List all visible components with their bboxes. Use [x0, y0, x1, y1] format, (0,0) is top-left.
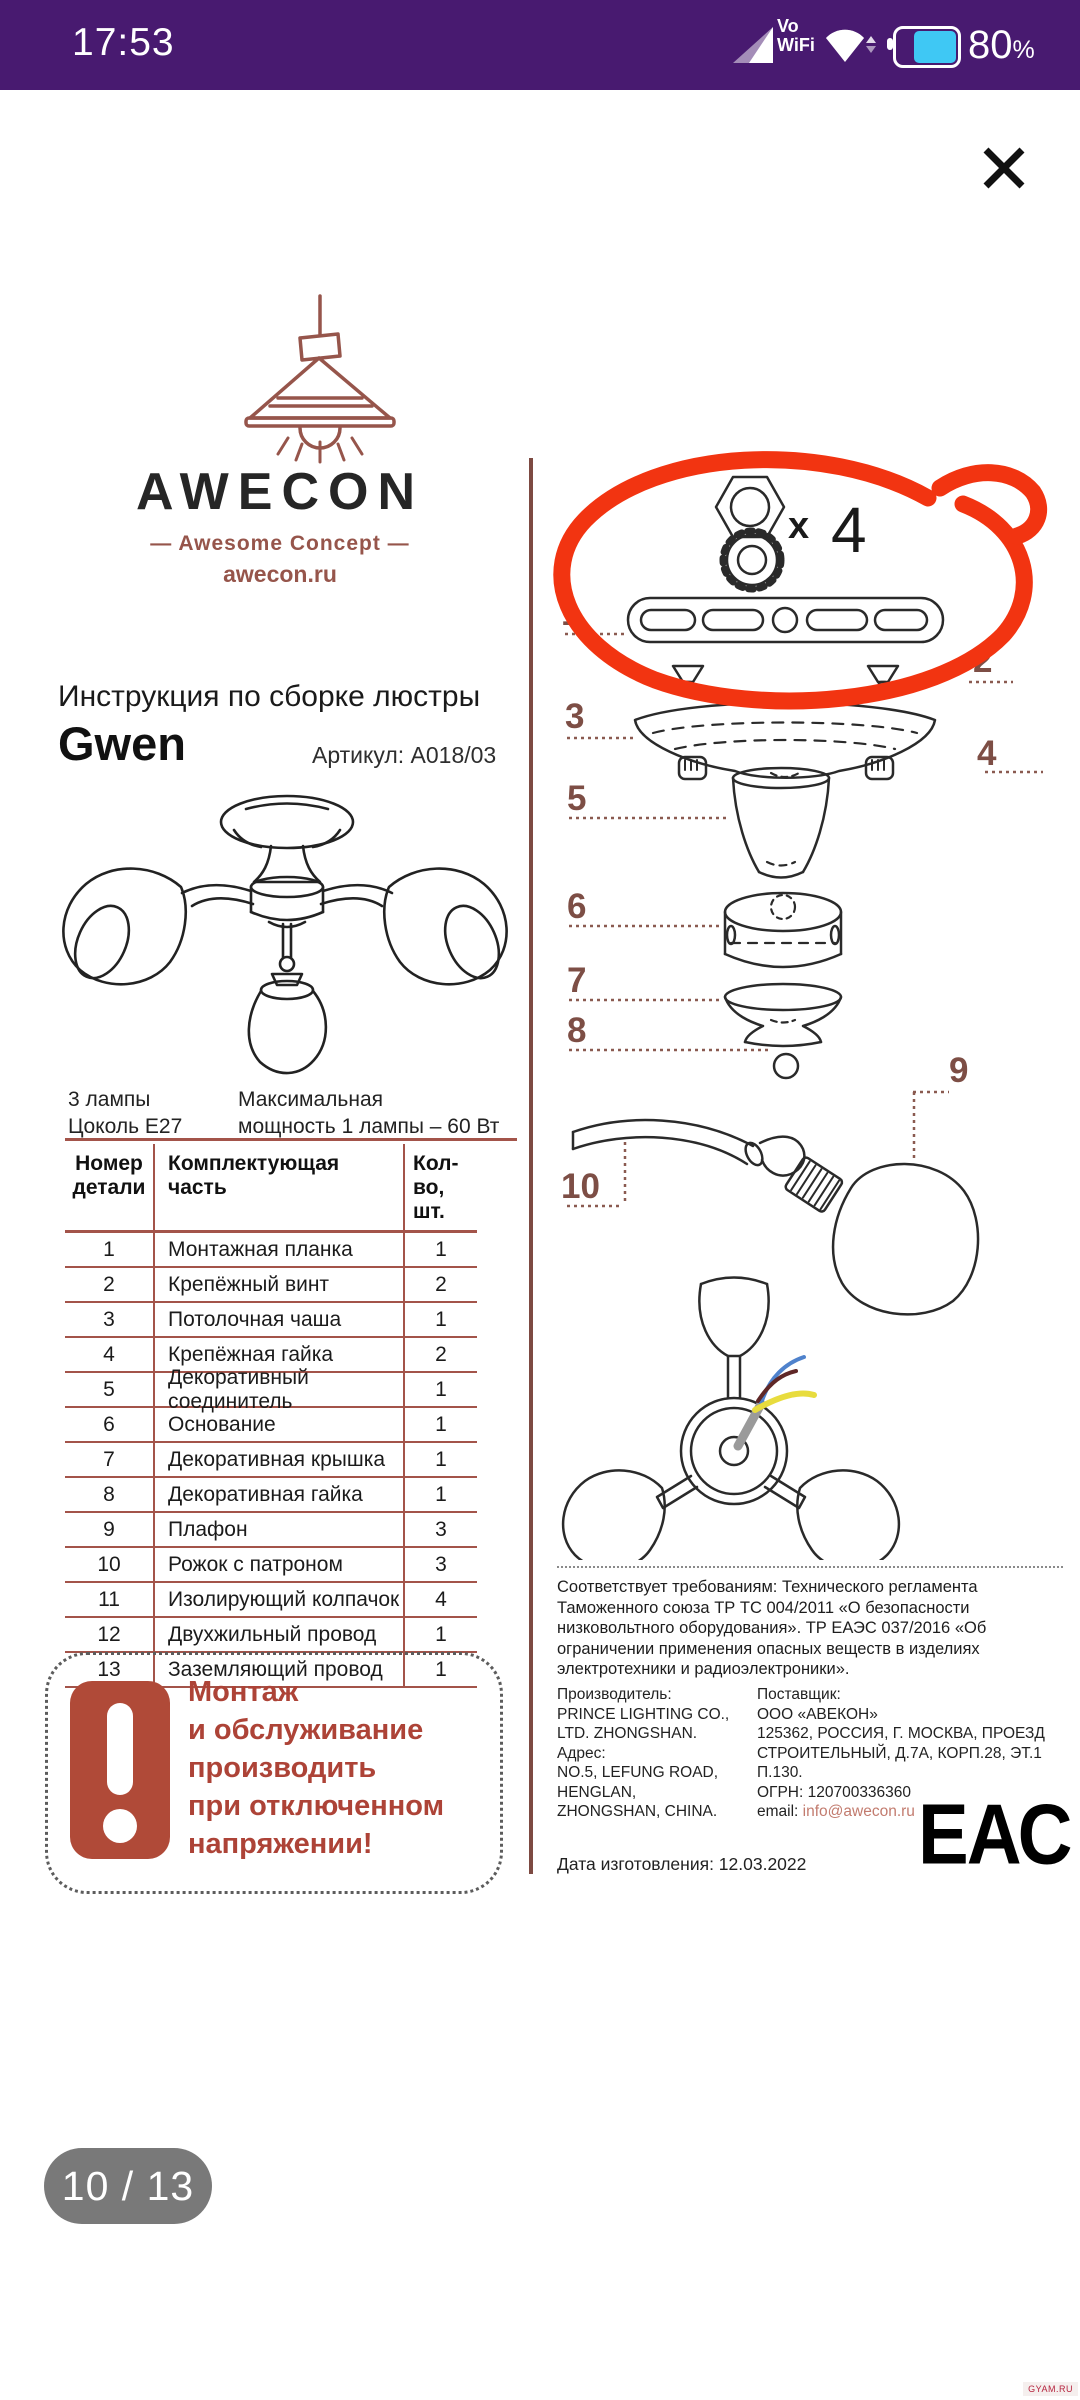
manufacture-date: Дата изготовления: 12.03.2022 — [557, 1854, 807, 1874]
battery-percent: 80% — [968, 23, 1035, 67]
part-label-7: 7 — [567, 961, 587, 1000]
part8-nut-drawing — [774, 1054, 798, 1078]
table-row: 11 — [65, 1583, 153, 1618]
part7-cover-drawing — [725, 984, 841, 1046]
navigation-bar — [0, 2270, 1080, 2400]
brand-site: awecon.ru — [223, 561, 337, 587]
exclamation-icon — [70, 1681, 170, 1859]
col-header-part: Комплектующая часть — [153, 1144, 403, 1233]
battery-icon — [893, 26, 961, 68]
instruction-image[interactable] — [40, 280, 1070, 1920]
assembled-base-drawing — [657, 1278, 805, 1509]
table-row: 4 — [65, 1338, 153, 1373]
part-label-1: 1 — [561, 594, 581, 633]
warning-text: Монтаж и обслуживание производить при отключенном напряжении! — [188, 1676, 445, 1860]
part-label-10: 10 — [561, 1167, 600, 1206]
table-row: 1 — [65, 1233, 153, 1268]
table-row: 5 — [65, 1373, 153, 1408]
parts-table: Номер детали Комплектующая часть Кол-во, шт. 1 Монтажная планка 1 2 Крепёжный винт 2 3 Потолочная чаша 1 4 Крепёжная гайка 2 5 Декоративный соединитель 1 6 Основание 1 7 Декоративная крышка 1 8 Декоративная гайка 1 9 Плафон 3 10 Рожок с патроном 3 11 Изолирующий колпачок 4 12 Двухжильный провод 1 13 Заземляющий провод 1 — [65, 1144, 477, 1688]
safety-warning-box — [45, 1652, 503, 1894]
vowifi-indicator: Vo WiFi — [777, 16, 815, 55]
brand-tagline: — Awesome Concept — — [150, 532, 410, 555]
email-link[interactable]: info@awecon.ru — [802, 1803, 915, 1820]
close-icon — [972, 136, 1036, 200]
table-row: 13 — [65, 1653, 153, 1688]
part-label-3: 3 — [565, 697, 585, 736]
table-row: 3 — [65, 1303, 153, 1338]
page-indicator: 10 / 13 — [44, 2148, 212, 2224]
part-label-2: 2 — [973, 641, 993, 680]
table-row: 2 — [65, 1268, 153, 1303]
wifi-traffic-arrows — [866, 36, 876, 53]
table-row: 9 — [65, 1513, 153, 1548]
compliance-text: Соответствует требованиям: Технического регламента Таможенного союза ТР ТС 004/2011 «О безопасности низковольтного оборудования». ТР ЕАЭС 037/2016 «Об ограничении применения опасных веществ в изделиях электротехники и радиоэлектроники». — [557, 1578, 987, 1678]
model-name: Gwen — [58, 717, 186, 770]
wifi-icon — [824, 26, 866, 64]
part1-mounting-bar-drawing — [628, 598, 943, 642]
doc-title: Инструкция по сборке люстры — [58, 680, 481, 713]
chandelier-drawing — [50, 792, 516, 1080]
assembled-shade-right — [797, 1470, 899, 1560]
brand-name: AWECON — [136, 463, 424, 521]
assembled-shade-left — [563, 1470, 665, 1560]
signal-icon — [733, 27, 775, 63]
table-row: 6 — [65, 1408, 153, 1443]
dotted-separator — [557, 1566, 1063, 1568]
status-bar — [0, 0, 1080, 90]
clock: 17:53 — [72, 21, 175, 64]
table-row: 10 — [65, 1548, 153, 1583]
spec-power: Максимальная мощность 1 лампы – 60 Вт — [238, 1088, 500, 1138]
red-circle-annotation — [562, 460, 1039, 701]
part-label-5: 5 — [567, 779, 587, 818]
multiplier-x: x — [788, 505, 810, 547]
part5-connector-drawing — [733, 768, 829, 878]
spec-lamps: 3 лампы Цоколь E27 — [68, 1088, 183, 1138]
table-row: 8 — [65, 1478, 153, 1513]
part-label-4: 4 — [977, 734, 997, 773]
table-row: 7 — [65, 1443, 153, 1478]
supplier-block: Поставщик: ООО «АВЕКОН» 125362, РОССИЯ, Г. МОСКВА, ПРОЕЗД СТРОИТЕЛЬНЫЙ, Д.7А, КОРП.28, ЭТ.1 П.130. ОГРН: 120700336360 email: info@awecon.ru — [757, 1686, 1045, 1820]
part-label-9: 9 — [949, 1051, 969, 1090]
part-label-8: 8 — [567, 1011, 587, 1050]
close-button[interactable] — [972, 136, 1036, 200]
eac-mark: ЕАС — [918, 1787, 1071, 1883]
part10-arm-drawing — [573, 1120, 843, 1213]
brand-lamp-icon — [230, 292, 410, 466]
part9-shade-drawing — [833, 1164, 978, 1314]
table-row: 12 — [65, 1618, 153, 1653]
watermark: GYAM.RU — [1023, 2382, 1078, 2396]
assembly-diagram — [545, 420, 1067, 1560]
part6-base-drawing — [725, 893, 841, 967]
part-label-6: 6 — [567, 887, 587, 926]
col-header-num: Номер детали — [65, 1144, 153, 1233]
column-divider — [529, 458, 533, 1874]
article-number: Артикул: A018/03 — [312, 742, 497, 768]
manufacturer-block: Производитель: PRINCE LIGHTING CO., LTD. ZHONGSHAN. Адрес: NO.5, LEFUNG ROAD, HENGLAN, ZHONGSHAN, CHINA. — [557, 1686, 730, 1820]
lock-washer-drawing — [723, 531, 781, 589]
multiplier-count: 4 — [831, 494, 867, 566]
col-header-qty: Кол-во, шт. — [403, 1144, 477, 1233]
table-top-rule — [65, 1138, 517, 1141]
